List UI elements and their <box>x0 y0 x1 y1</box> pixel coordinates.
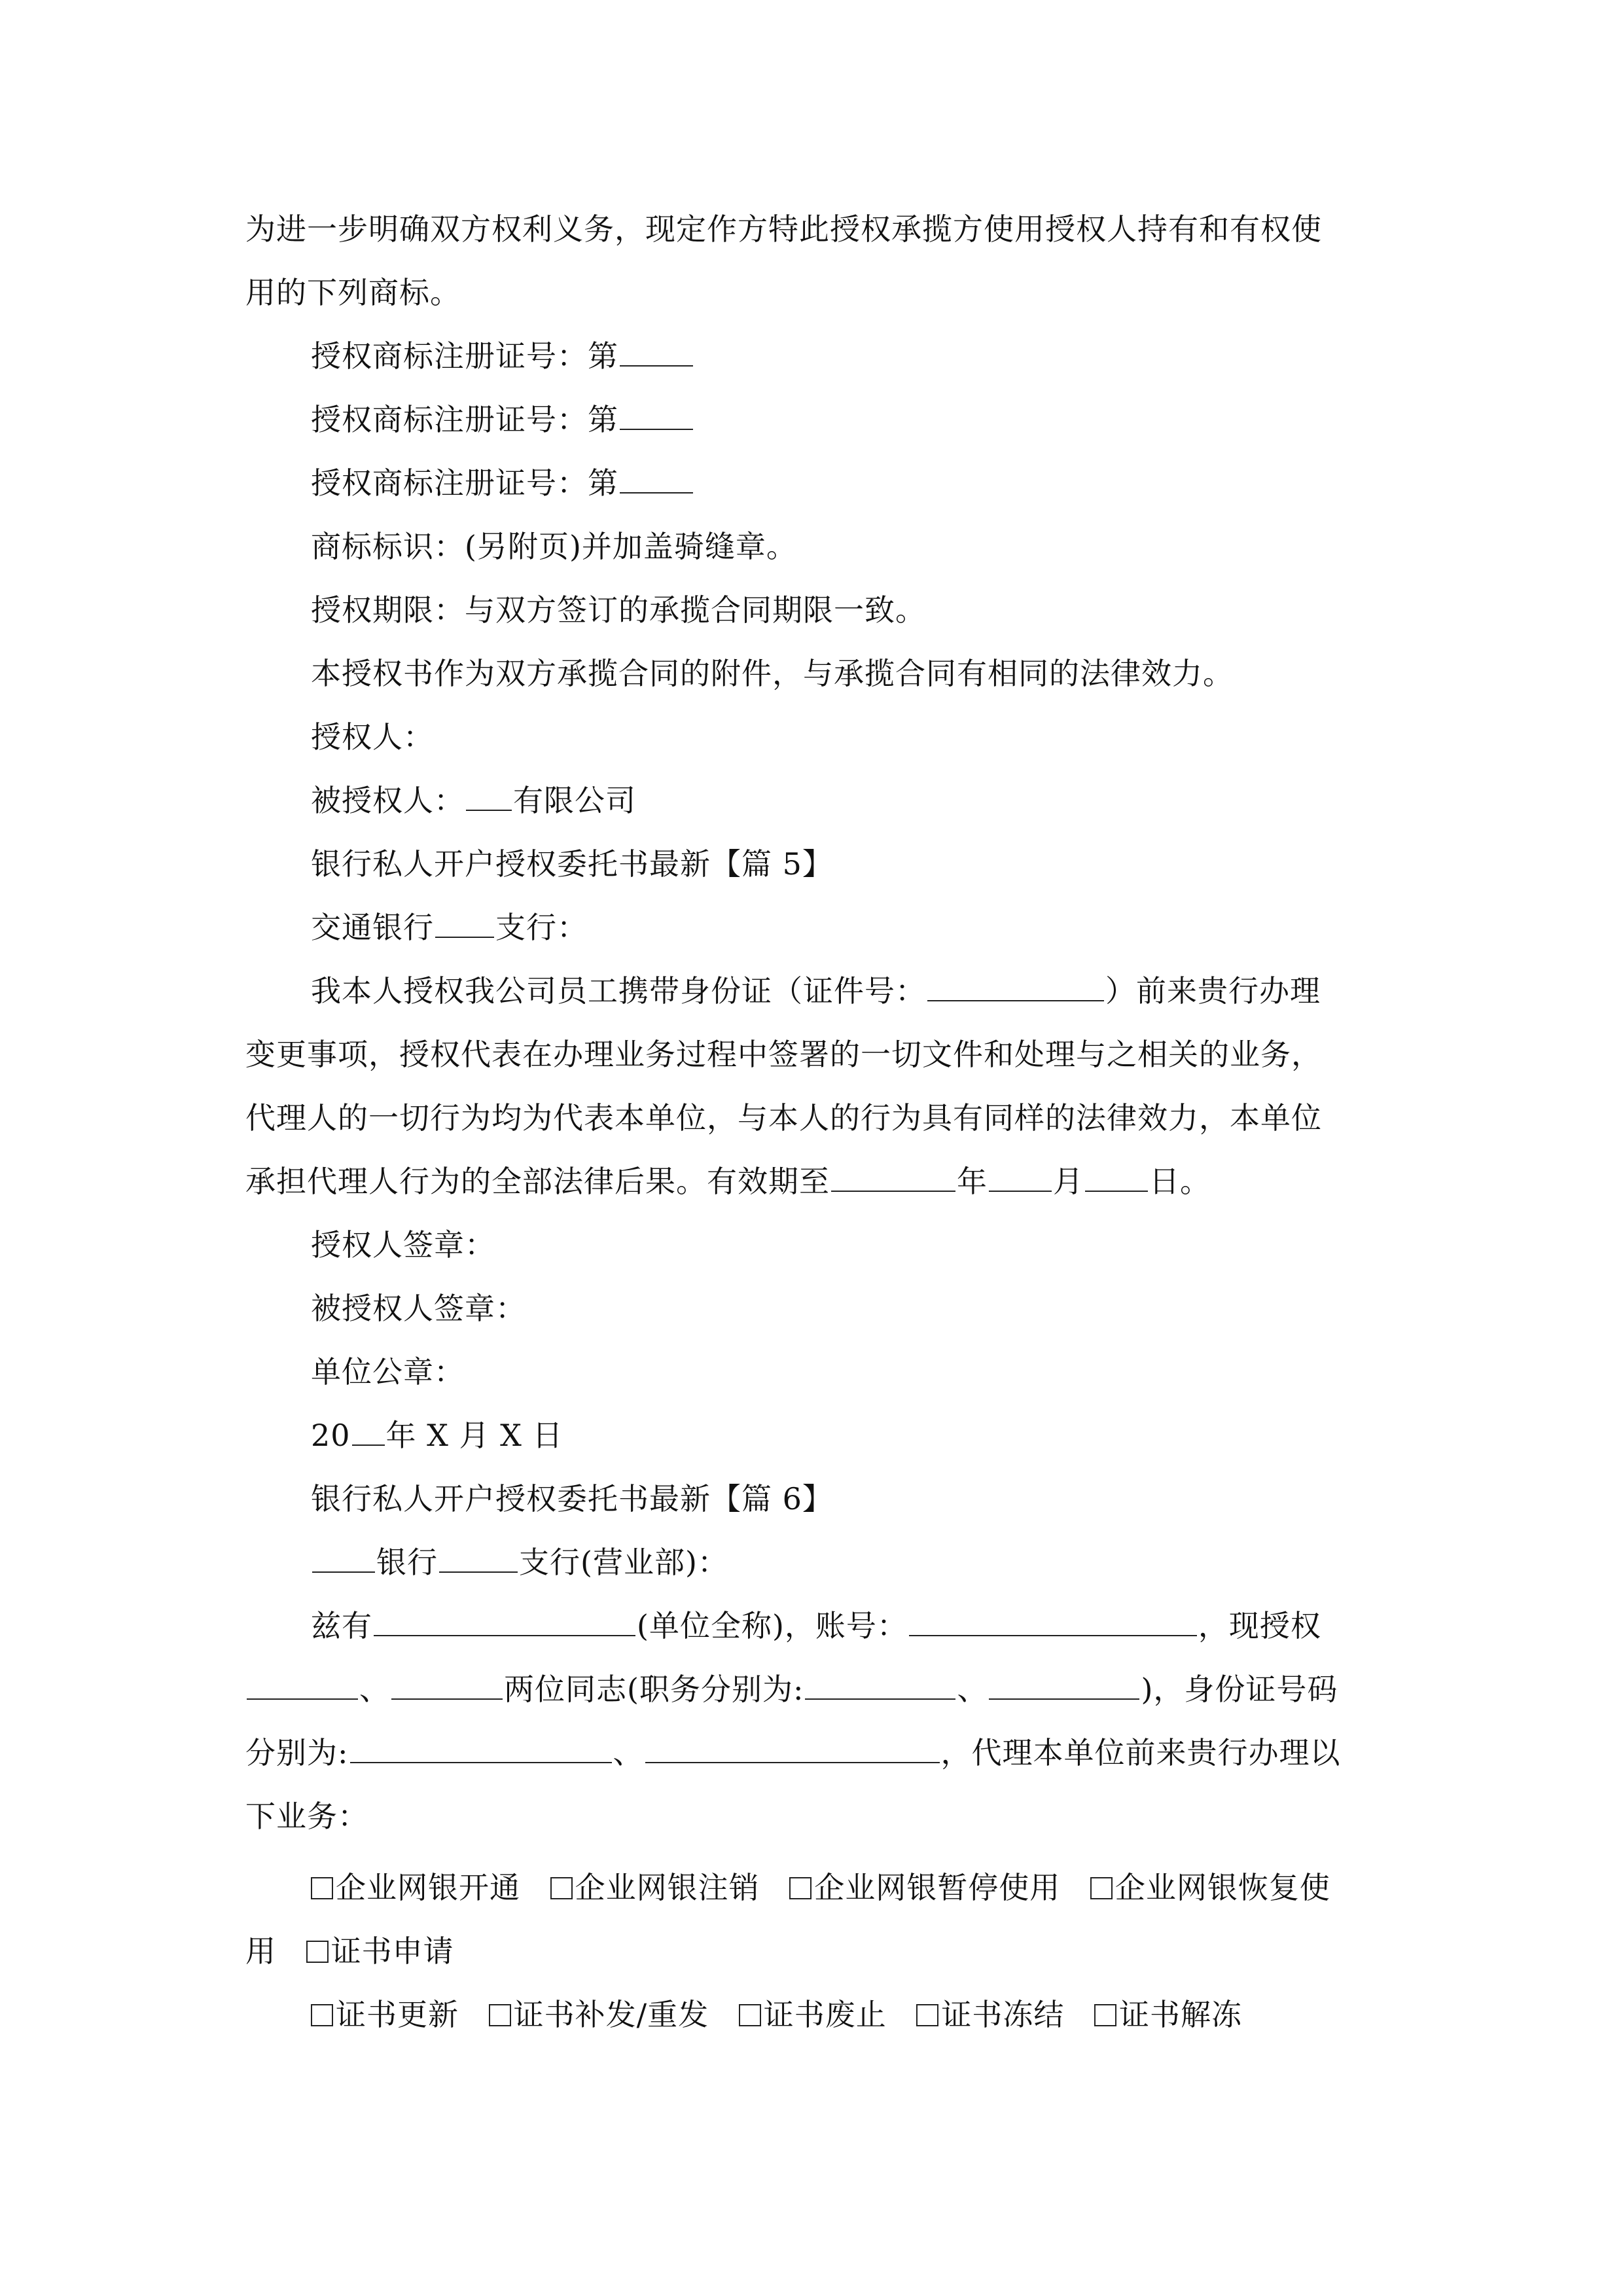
trademark-reg-line-3 <box>311 457 694 509</box>
date-line <box>311 1409 563 1462</box>
option-label: 证书解冻 <box>1119 1997 1242 2032</box>
year-label: 年 <box>957 1164 988 1199</box>
reg-label: 授权商标注册证号：第 <box>311 402 618 437</box>
blank-field[interactable] <box>620 335 693 367</box>
annex-line <box>311 647 1234 700</box>
bank-line-5 <box>311 901 588 954</box>
para5-text-1b: ）前来贵行办理 <box>1105 973 1321 1009</box>
month-label: 月 <box>1053 1164 1084 1199</box>
trademark-reg-line-1 <box>311 330 694 382</box>
para6-text-1c: ，现授权 <box>1198 1608 1321 1643</box>
checkbox[interactable] <box>789 1877 812 1899</box>
para6-text-1b: (单位全称)，账号： <box>637 1608 908 1643</box>
separator: 、 <box>957 1672 988 1707</box>
mark-identity-text: 商标标识：(另附页)并加盖骑缝章。 <box>311 529 797 564</box>
blank-field[interactable] <box>435 906 494 938</box>
period-line <box>311 584 926 636</box>
branch-label: 支行： <box>495 910 588 945</box>
checkbox[interactable] <box>306 1941 329 1963</box>
separator: 、 <box>613 1735 644 1770</box>
valid-day-field[interactable] <box>1085 1160 1148 1192</box>
para6-line-2 <box>245 1663 1338 1715</box>
checkbox[interactable] <box>550 1877 573 1899</box>
heading-section-5 <box>311 838 833 890</box>
unit-name-field[interactable] <box>374 1605 635 1636</box>
person-2-field[interactable] <box>391 1668 503 1700</box>
mark-identity-line <box>311 520 797 573</box>
para6-text-2d: )，身份证号码 <box>1141 1672 1338 1707</box>
grantee-suffix: 有限公司 <box>513 783 636 818</box>
option-label: 企业网银暂停使用 <box>814 1870 1061 1905</box>
intro-line-1 <box>245 203 1322 255</box>
blank-field[interactable] <box>466 780 512 811</box>
para5-line-4 <box>245 1155 1211 1208</box>
options-line-1 <box>311 1861 1330 1914</box>
checkbox[interactable] <box>311 1877 333 1899</box>
day-label: 日。 <box>1149 1164 1211 1199</box>
para5-line-2 <box>245 1028 1322 1081</box>
para6-text-3a: 分别为: <box>245 1735 349 1770</box>
bank-label: 银行 <box>376 1545 438 1580</box>
id-number-2-field[interactable] <box>645 1732 940 1763</box>
valid-year-field[interactable] <box>831 1160 955 1192</box>
grantor-label: 授权人： <box>311 719 434 755</box>
option-label: 企业网银恢复使 <box>1115 1870 1330 1905</box>
bank-name-field[interactable] <box>312 1541 375 1573</box>
para6-line-4 <box>245 1790 368 1842</box>
checkbox[interactable] <box>311 2004 333 2026</box>
blank-field[interactable] <box>620 462 693 493</box>
id-number-field[interactable] <box>927 970 1104 1001</box>
para5-text-2: 变更事项，授权代表在办理业务过程中签署的一切文件和处理与之相关的业务， <box>245 1037 1322 1072</box>
para5-text-4: 承担代理人行为的全部法律后果。有效期至 <box>245 1164 830 1199</box>
option-label-continued: 用 <box>245 1933 276 1969</box>
account-number-field[interactable] <box>909 1605 1197 1636</box>
blank-field[interactable] <box>620 399 693 430</box>
date-year-field[interactable] <box>352 1414 385 1446</box>
para6-text-3c: ，代理本单位前来贵行办理以 <box>940 1735 1341 1770</box>
section-5-title: 银行私人开户授权委托书最新【篇 5】 <box>311 846 833 882</box>
position-1-field[interactable] <box>805 1668 955 1700</box>
unit-seal-line <box>311 1346 465 1398</box>
para6-text-2b: 两位同志(职务分别为: <box>504 1672 804 1707</box>
option-label: 企业网银开通 <box>336 1870 520 1905</box>
person-1-field[interactable] <box>247 1668 358 1700</box>
option-label: 证书补发/重发 <box>513 1997 709 2032</box>
reg-label: 授权商标注册证号：第 <box>311 338 618 374</box>
unit-seal-label: 单位公章： <box>311 1354 465 1390</box>
checkbox[interactable] <box>1094 2004 1116 2026</box>
option-label: 证书废止 <box>763 1997 887 2032</box>
section-6-title: 银行私人开户授权委托书最新【篇 6】 <box>311 1481 833 1516</box>
options-line-2 <box>245 1925 454 1977</box>
branch-name-field[interactable] <box>439 1541 518 1573</box>
date-century: 20 <box>311 1418 351 1453</box>
checkbox[interactable] <box>916 2004 938 2026</box>
separator: 、 <box>359 1672 390 1707</box>
intro-text-2: 用的下列商标。 <box>245 275 461 310</box>
para5-text-3: 代理人的一切行为均为代表本单位，与本人的行为具有同样的法律效力，本单位 <box>245 1100 1322 1136</box>
bank-name: 交通银行 <box>311 910 434 945</box>
para5-text-1a: 我本人授权我公司员工携带身份证（证件号： <box>311 973 926 1009</box>
para6-line-1 <box>311 1600 1321 1652</box>
reg-label: 授权商标注册证号：第 <box>311 465 618 501</box>
grantor-line <box>311 711 434 763</box>
option-label: 证书申请 <box>330 1933 454 1969</box>
intro-text-1: 为进一步明确双方权利义务，现定作方特此授权承揽方使用授权人持有和有权使 <box>245 211 1322 247</box>
para6-line-3 <box>245 1727 1341 1779</box>
intro-line-2 <box>245 266 461 319</box>
para6-text-1a: 兹有 <box>311 1608 372 1643</box>
period-text: 授权期限：与双方签订的承揽合同期限一致。 <box>311 592 926 628</box>
grantee-label: 被授权人： <box>311 783 465 818</box>
grantee-line <box>311 774 636 827</box>
id-number-1-field[interactable] <box>350 1732 612 1763</box>
trademark-reg-line-2 <box>311 393 694 446</box>
options-line-3 <box>311 1988 1242 2041</box>
option-label: 证书更新 <box>336 1997 459 2032</box>
position-2-field[interactable] <box>989 1668 1139 1700</box>
checkbox[interactable] <box>489 2004 511 2026</box>
grantor-signature-line <box>311 1219 495 1271</box>
grantee-signature-label: 被授权人签章： <box>311 1291 526 1326</box>
grantee-signature-line <box>311 1282 526 1335</box>
para5-line-3 <box>245 1092 1322 1144</box>
heading-section-6 <box>311 1473 833 1525</box>
option-label: 企业网银注销 <box>575 1870 760 1905</box>
option-label: 证书冻结 <box>941 1997 1065 2032</box>
para6-text-4: 下业务： <box>245 1799 368 1834</box>
checkbox[interactable] <box>1090 1877 1113 1899</box>
para5-line-1 <box>311 965 1321 1017</box>
valid-month-field[interactable] <box>989 1160 1052 1192</box>
bank-line-6 <box>311 1536 728 1588</box>
annex-text: 本授权书作为双方承揽合同的附件，与承揽合同有相同的法律效力。 <box>311 656 1234 691</box>
branch-label: 支行(营业部)： <box>519 1545 728 1580</box>
date-rest: 年 X 月 X 日 <box>385 1418 563 1453</box>
grantor-signature-label: 授权人签章： <box>311 1227 495 1263</box>
checkbox[interactable] <box>739 2004 761 2026</box>
